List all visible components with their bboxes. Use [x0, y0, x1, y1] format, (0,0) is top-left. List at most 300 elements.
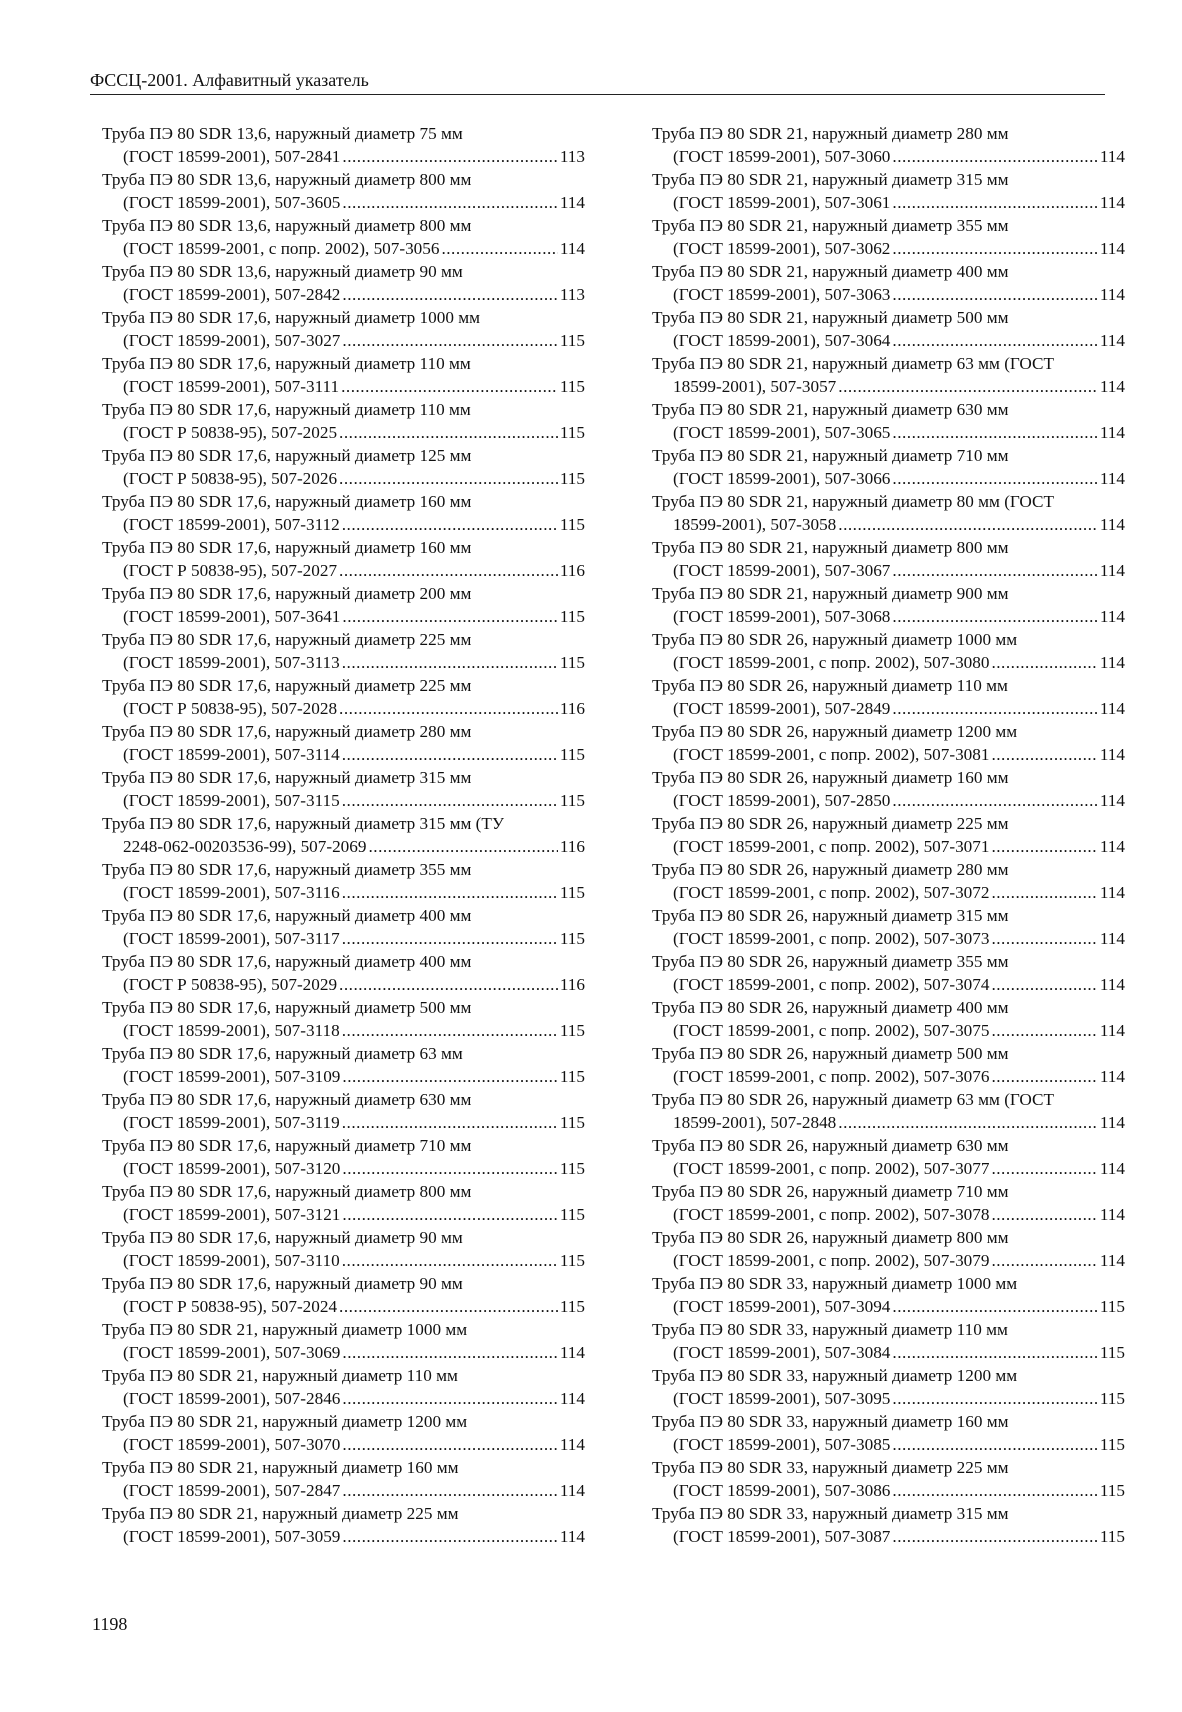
- entry-title: Труба ПЭ 80 SDR 21, наружный диаметр 355 мм: [652, 216, 1009, 235]
- entry-reference: (ГОСТ Р 50838-95), 507-2029: [123, 975, 338, 994]
- entry-detail-line: [123, 513, 585, 536]
- dot-leader: [892, 559, 1097, 582]
- index-entry: [102, 628, 585, 674]
- dot-leader: [892, 237, 1097, 260]
- entry-title: Труба ПЭ 80 SDR 21, наружный диаметр 160 мм: [102, 1458, 459, 1477]
- entry-page-number: 114: [1099, 1159, 1125, 1178]
- entry-page-number: 114: [1099, 745, 1125, 764]
- index-entry: [102, 260, 585, 306]
- entry-detail-line: [123, 835, 585, 858]
- entry-title: Труба ПЭ 80 SDR 17,6, наружный диаметр 315 мм (ТУ: [102, 814, 505, 833]
- entry-detail-line: [673, 1479, 1125, 1502]
- entry-title: Труба ПЭ 80 SDR 26, наружный диаметр 710 мм: [652, 1182, 1009, 1201]
- entry-page-number: 114: [1099, 837, 1125, 856]
- entry-reference: (ГОСТ 18599-2001), 507-3110: [123, 1251, 340, 1270]
- dot-leader: [342, 145, 557, 168]
- entry-reference: (ГОСТ 18599-2001), 507-2849: [673, 699, 891, 718]
- index-entry: [652, 536, 1125, 582]
- index-entry: [102, 1134, 585, 1180]
- dot-leader: [991, 973, 1097, 996]
- entry-detail-line: [123, 605, 585, 628]
- entry-reference: (ГОСТ 18599-2001, с попр. 2002), 507-3081: [673, 745, 990, 764]
- entry-reference: (ГОСТ 18599-2001), 507-3085: [673, 1435, 891, 1454]
- entry-detail-line: [123, 789, 585, 812]
- entry-page-number: 114: [1099, 1251, 1125, 1270]
- entry-title: Труба ПЭ 80 SDR 21, наружный диаметр 63 мм (ГОСТ: [652, 354, 1055, 373]
- dot-leader: [892, 421, 1097, 444]
- entry-page-number: 114: [1099, 1067, 1125, 1086]
- entry-page-number: 116: [559, 975, 585, 994]
- entry-page-number: 115: [559, 423, 585, 442]
- dot-leader: [991, 1249, 1097, 1272]
- index-entry: [652, 1226, 1125, 1272]
- entry-page-number: 115: [559, 653, 585, 672]
- entry-reference: (ГОСТ 18599-2001), 507-2842: [123, 285, 341, 304]
- index-entry: [652, 490, 1125, 536]
- entry-reference: (ГОСТ Р 50838-95), 507-2027: [123, 561, 338, 580]
- dot-leader: [342, 329, 557, 352]
- index-entry: [102, 1502, 585, 1548]
- entry-page-number: 114: [1099, 469, 1125, 488]
- entry-reference: (ГОСТ 18599-2001), 507-2847: [123, 1481, 341, 1500]
- index-entry: [652, 1502, 1125, 1548]
- entry-reference: 2248-062-00203536-99), 507-2069: [123, 837, 367, 856]
- entry-page-number: 114: [559, 1481, 585, 1500]
- entry-title: Труба ПЭ 80 SDR 26, наружный диаметр 500 мм: [652, 1044, 1009, 1063]
- index-entry: [102, 168, 585, 214]
- dot-leader: [342, 1019, 558, 1042]
- entry-detail-line: [673, 835, 1125, 858]
- entry-title: Труба ПЭ 80 SDR 33, наружный диаметр 110 мм: [652, 1320, 1008, 1339]
- entry-title: Труба ПЭ 80 SDR 17,6, наружный диаметр 200 мм: [102, 584, 472, 603]
- entry-reference: (ГОСТ 18599-2001, с попр. 2002), 507-3078: [673, 1205, 990, 1224]
- entry-reference: (ГОСТ Р 50838-95), 507-2026: [123, 469, 338, 488]
- entry-page-number: 115: [559, 331, 585, 350]
- entry-page-number: 115: [1099, 1435, 1125, 1454]
- entry-reference: (ГОСТ 18599-2001, с попр. 2002), 507-3073: [673, 929, 990, 948]
- dot-leader: [342, 1525, 557, 1548]
- entry-detail-line: [123, 651, 585, 674]
- entry-reference: (ГОСТ 18599-2001), 507-3095: [673, 1389, 891, 1408]
- index-entry: [102, 536, 585, 582]
- dot-leader: [339, 467, 558, 490]
- entry-page-number: 116: [559, 837, 585, 856]
- index-entry: [102, 444, 585, 490]
- index-entry: [102, 904, 585, 950]
- entry-page-number: 114: [1099, 193, 1125, 212]
- dot-leader: [342, 513, 558, 536]
- index-entry: [652, 1134, 1125, 1180]
- index-entry: [102, 1410, 585, 1456]
- dot-leader: [342, 743, 558, 766]
- entry-page-number: 115: [1099, 1527, 1125, 1546]
- index-entry: [102, 674, 585, 720]
- entry-page-number: 114: [1099, 975, 1125, 994]
- entry-reference: (ГОСТ 18599-2001), 507-3064: [673, 331, 891, 350]
- entry-title: Труба ПЭ 80 SDR 21, наружный диаметр 1200 мм: [102, 1412, 468, 1431]
- dot-leader: [342, 605, 557, 628]
- entry-page-number: 115: [1099, 1343, 1125, 1362]
- entry-reference: (ГОСТ Р 50838-95), 507-2024: [123, 1297, 338, 1316]
- entry-detail-line: [673, 927, 1125, 950]
- entry-title: Труба ПЭ 80 SDR 17,6, наружный диаметр 400 мм: [102, 906, 472, 925]
- entry-title: Труба ПЭ 80 SDR 26, наружный диаметр 225 мм: [652, 814, 1009, 833]
- entry-reference: (ГОСТ 18599-2001), 507-3120: [123, 1159, 341, 1178]
- index-entry: [102, 352, 585, 398]
- entry-title: Труба ПЭ 80 SDR 17,6, наружный диаметр 1000 мм: [102, 308, 480, 327]
- entry-title: Труба ПЭ 80 SDR 26, наружный диаметр 630 мм: [652, 1136, 1009, 1155]
- entry-detail-line: [673, 1111, 1125, 1134]
- entry-reference: (ГОСТ 18599-2001), 507-3068: [673, 607, 891, 626]
- dot-leader: [892, 283, 1097, 306]
- entry-title: Труба ПЭ 80 SDR 21, наружный диаметр 630 мм: [652, 400, 1009, 419]
- dot-leader: [892, 1525, 1097, 1548]
- dot-leader: [991, 743, 1097, 766]
- dot-leader: [342, 927, 558, 950]
- index-entry: [652, 1088, 1125, 1134]
- entry-title: Труба ПЭ 80 SDR 26, наружный диаметр 110 мм: [652, 676, 1008, 695]
- dot-leader: [892, 1341, 1097, 1364]
- dot-leader: [838, 1111, 1098, 1134]
- entry-detail-line: [673, 605, 1125, 628]
- entry-title: Труба ПЭ 80 SDR 33, наружный диаметр 225 мм: [652, 1458, 1009, 1477]
- index-column-right: [652, 122, 1125, 1548]
- entry-title: Труба ПЭ 80 SDR 17,6, наружный диаметр 355 мм: [102, 860, 472, 879]
- entry-detail-line: [673, 973, 1125, 996]
- entry-title: Труба ПЭ 80 SDR 17,6, наружный диаметр 315 мм: [102, 768, 472, 787]
- entry-page-number: 115: [559, 607, 585, 626]
- entry-detail-line: [673, 513, 1125, 536]
- dot-leader: [339, 1295, 558, 1318]
- index-entry: [652, 1318, 1125, 1364]
- entry-title: Труба ПЭ 80 SDR 17,6, наружный диаметр 125 мм: [102, 446, 472, 465]
- entry-reference: (ГОСТ 18599-2001), 507-2846: [123, 1389, 341, 1408]
- entry-page-number: 114: [1099, 239, 1125, 258]
- entry-detail-line: [123, 421, 585, 444]
- entry-page-number: 114: [1099, 377, 1125, 396]
- entry-detail-line: [123, 1479, 585, 1502]
- entry-title: Труба ПЭ 80 SDR 21, наружный диаметр 710 мм: [652, 446, 1009, 465]
- entry-reference: (ГОСТ 18599-2001), 507-3084: [673, 1343, 891, 1362]
- dot-leader: [342, 1111, 558, 1134]
- entry-detail-line: [123, 559, 585, 582]
- entry-detail-line: [673, 1341, 1125, 1364]
- entry-page-number: 114: [1099, 791, 1125, 810]
- entry-detail-line: [673, 789, 1125, 812]
- dot-leader: [342, 789, 558, 812]
- entry-detail-line: [123, 375, 585, 398]
- dot-leader: [341, 375, 558, 398]
- index-entry: [102, 1042, 585, 1088]
- entry-detail-line: [673, 283, 1125, 306]
- dot-leader: [368, 835, 557, 858]
- index-entry: [652, 306, 1125, 352]
- entry-detail-line: [123, 283, 585, 306]
- entry-detail-line: [673, 191, 1125, 214]
- entry-detail-line: [673, 1387, 1125, 1410]
- entry-page-number: 114: [1099, 929, 1125, 948]
- entry-detail-line: [123, 1387, 585, 1410]
- dot-leader: [892, 1479, 1097, 1502]
- entry-reference: (ГОСТ Р 50838-95), 507-2028: [123, 699, 338, 718]
- entry-page-number: 114: [1099, 331, 1125, 350]
- index-entry: [102, 996, 585, 1042]
- entry-reference: (ГОСТ 18599-2001), 507-2850: [673, 791, 891, 810]
- entry-reference: (ГОСТ 18599-2001), 507-3070: [123, 1435, 341, 1454]
- entry-title: Труба ПЭ 80 SDR 21, наружный диаметр 400 мм: [652, 262, 1009, 281]
- dot-leader: [342, 881, 558, 904]
- index-entry: [102, 122, 585, 168]
- entry-reference: (ГОСТ 18599-2001), 507-3109: [123, 1067, 341, 1086]
- dot-leader: [339, 973, 558, 996]
- dot-leader: [892, 329, 1097, 352]
- entry-title: Труба ПЭ 80 SDR 26, наружный диаметр 400 мм: [652, 998, 1009, 1017]
- entry-page-number: 115: [559, 1113, 585, 1132]
- entry-title: Труба ПЭ 80 SDR 26, наружный диаметр 1200 мм: [652, 722, 1018, 741]
- entry-reference: (ГОСТ 18599-2001), 507-3063: [673, 285, 891, 304]
- entry-detail-line: [673, 1433, 1125, 1456]
- index-entry: [652, 1042, 1125, 1088]
- entry-reference: (ГОСТ 18599-2001), 507-3062: [673, 239, 891, 258]
- entry-detail-line: [673, 1525, 1125, 1548]
- entry-detail-line: [123, 1157, 585, 1180]
- dot-leader: [991, 1157, 1097, 1180]
- entry-detail-line: [123, 697, 585, 720]
- entry-page-number: 114: [1099, 607, 1125, 626]
- dot-leader: [342, 283, 557, 306]
- entry-page-number: 114: [1099, 515, 1125, 534]
- entry-detail-line: [123, 145, 585, 168]
- dot-leader: [991, 1065, 1097, 1088]
- index-entry: [652, 628, 1125, 674]
- entry-detail-line: [123, 1341, 585, 1364]
- entry-page-number: 114: [1099, 653, 1125, 672]
- entry-page-number: 115: [559, 1067, 585, 1086]
- entry-title: Труба ПЭ 80 SDR 17,6, наружный диаметр 400 мм: [102, 952, 472, 971]
- entry-page-number: 115: [1099, 1481, 1125, 1500]
- index-entry: [652, 168, 1125, 214]
- entry-title: Труба ПЭ 80 SDR 21, наружный диаметр 900 мм: [652, 584, 1009, 603]
- dot-leader: [342, 1065, 557, 1088]
- index-entry: [102, 306, 585, 352]
- index-entry: [102, 812, 585, 858]
- entry-page-number: 114: [1099, 883, 1125, 902]
- index-entry: [652, 1180, 1125, 1226]
- entry-title: Труба ПЭ 80 SDR 17,6, наружный диаметр 225 мм: [102, 676, 472, 695]
- dot-leader: [991, 927, 1097, 950]
- index-entry: [652, 1456, 1125, 1502]
- entry-reference: (ГОСТ 18599-2001, с попр. 2002), 507-3056: [123, 239, 440, 258]
- entry-title: Труба ПЭ 80 SDR 21, наружный диаметр 280 мм: [652, 124, 1009, 143]
- index-entry: [102, 1456, 585, 1502]
- entry-title: Труба ПЭ 80 SDR 17,6, наружный диаметр 710 мм: [102, 1136, 472, 1155]
- index-entry: [102, 398, 585, 444]
- entry-page-number: 115: [559, 1205, 585, 1224]
- index-entry: [652, 582, 1125, 628]
- entry-reference: (ГОСТ 18599-2001), 507-3027: [123, 331, 341, 350]
- entry-title: Труба ПЭ 80 SDR 17,6, наружный диаметр 90 мм: [102, 1228, 463, 1247]
- index-entry: [102, 858, 585, 904]
- index-entry: [652, 122, 1125, 168]
- entry-reference: (ГОСТ 18599-2001), 507-3066: [673, 469, 891, 488]
- entry-detail-line: [123, 1065, 585, 1088]
- entry-reference: (ГОСТ 18599-2001, с попр. 2002), 507-3077: [673, 1159, 990, 1178]
- dot-leader: [342, 1157, 557, 1180]
- index-entry: [652, 858, 1125, 904]
- entry-reference: (ГОСТ 18599-2001), 507-2841: [123, 147, 341, 166]
- entry-page-number: 114: [559, 1435, 585, 1454]
- entry-title: Труба ПЭ 80 SDR 17,6, наружный диаметр 160 мм: [102, 492, 472, 511]
- index-entry: [652, 1272, 1125, 1318]
- entry-detail-line: [673, 1203, 1125, 1226]
- entry-page-number: 116: [559, 561, 585, 580]
- entry-title: Труба ПЭ 80 SDR 17,6, наружный диаметр 280 мм: [102, 722, 472, 741]
- entry-reference: (ГОСТ 18599-2001), 507-3111: [123, 377, 340, 396]
- entry-title: Труба ПЭ 80 SDR 21, наружный диаметр 225 мм: [102, 1504, 459, 1523]
- dot-leader: [991, 881, 1097, 904]
- entry-page-number: 114: [1099, 285, 1125, 304]
- entry-detail-line: [123, 927, 585, 950]
- index-entry: [652, 766, 1125, 812]
- entry-detail-line: [673, 467, 1125, 490]
- entry-page-number: 115: [559, 515, 585, 534]
- entry-title: Труба ПЭ 80 SDR 26, наружный диаметр 355 мм: [652, 952, 1009, 971]
- index-entry: [102, 766, 585, 812]
- entry-detail-line: [123, 1249, 585, 1272]
- dot-leader: [892, 1433, 1097, 1456]
- index-entry: [102, 214, 585, 260]
- entry-detail-line: [673, 375, 1125, 398]
- entry-reference: (ГОСТ 18599-2001, с попр. 2002), 507-3076: [673, 1067, 990, 1086]
- entry-title: Труба ПЭ 80 SDR 26, наружный диаметр 63 мм (ГОСТ: [652, 1090, 1055, 1109]
- entry-title: Труба ПЭ 80 SDR 26, наружный диаметр 280 мм: [652, 860, 1009, 879]
- entry-reference: (ГОСТ 18599-2001, с попр. 2002), 507-3074: [673, 975, 990, 994]
- index-entry: [102, 582, 585, 628]
- entry-detail-line: [673, 421, 1125, 444]
- entry-page-number: 115: [559, 1021, 585, 1040]
- index-entry: [652, 720, 1125, 766]
- entry-detail-line: [673, 1065, 1125, 1088]
- index-entry: [102, 1272, 585, 1318]
- dot-leader: [991, 651, 1097, 674]
- entry-detail-line: [673, 1295, 1125, 1318]
- dot-leader: [441, 237, 557, 260]
- entry-detail-line: [123, 1019, 585, 1042]
- dot-leader: [838, 375, 1098, 398]
- entry-title: Труба ПЭ 80 SDR 17,6, наружный диаметр 160 мм: [102, 538, 472, 557]
- dot-leader: [342, 191, 557, 214]
- entry-detail-line: [673, 743, 1125, 766]
- entry-detail-line: [673, 881, 1125, 904]
- entry-detail-line: [123, 881, 585, 904]
- entry-page-number: 115: [559, 745, 585, 764]
- entry-detail-line: [673, 697, 1125, 720]
- index-entry: [652, 950, 1125, 996]
- dot-leader: [342, 1341, 557, 1364]
- entry-reference: (ГОСТ 18599-2001), 507-3086: [673, 1481, 891, 1500]
- entry-page-number: 115: [559, 883, 585, 902]
- entry-page-number: 115: [559, 1297, 585, 1316]
- dot-leader: [892, 789, 1097, 812]
- entry-title: Труба ПЭ 80 SDR 21, наружный диаметр 80 мм (ГОСТ: [652, 492, 1055, 511]
- dot-leader: [342, 1433, 557, 1456]
- index-entry: [652, 214, 1125, 260]
- entry-detail-line: [123, 743, 585, 766]
- entry-page-number: 114: [559, 193, 585, 212]
- entry-title: Труба ПЭ 80 SDR 17,6, наружный диаметр 630 мм: [102, 1090, 472, 1109]
- entry-reference: (ГОСТ 18599-2001), 507-3112: [123, 515, 340, 534]
- index-entry: [652, 904, 1125, 950]
- index-column-left: [102, 122, 585, 1548]
- entry-reference: (ГОСТ 18599-2001), 507-3116: [123, 883, 340, 902]
- entry-page-number: 114: [559, 239, 585, 258]
- entry-title: Труба ПЭ 80 SDR 21, наружный диаметр 110 мм: [102, 1366, 458, 1385]
- entry-reference: (ГОСТ 18599-2001), 507-3087: [673, 1527, 891, 1546]
- entry-title: Труба ПЭ 80 SDR 17,6, наружный диаметр 110 мм: [102, 354, 471, 373]
- entry-reference: (ГОСТ 18599-2001), 507-3119: [123, 1113, 340, 1132]
- entry-reference: (ГОСТ 18599-2001), 507-3113: [123, 653, 340, 672]
- entry-detail-line: [123, 1203, 585, 1226]
- entry-page-number: 114: [559, 1389, 585, 1408]
- entry-reference: (ГОСТ 18599-2001, с попр. 2002), 507-3072: [673, 883, 990, 902]
- entry-title: Труба ПЭ 80 SDR 21, наружный диаметр 315 мм: [652, 170, 1009, 189]
- index-entry: [102, 1364, 585, 1410]
- entry-title: Труба ПЭ 80 SDR 26, наружный диаметр 800 мм: [652, 1228, 1009, 1247]
- entry-title: Труба ПЭ 80 SDR 13,6, наружный диаметр 75 мм: [102, 124, 463, 143]
- entry-detail-line: [123, 191, 585, 214]
- entry-page-number: 113: [559, 147, 585, 166]
- dot-leader: [892, 191, 1097, 214]
- entry-reference: 18599-2001), 507-3057: [673, 377, 837, 396]
- entry-page-number: 116: [559, 699, 585, 718]
- entry-title: Труба ПЭ 80 SDR 26, наружный диаметр 1000 мм: [652, 630, 1018, 649]
- entry-page-number: 114: [559, 1343, 585, 1362]
- entry-detail-line: [123, 237, 585, 260]
- entry-detail-line: [123, 1525, 585, 1548]
- entry-reference: (ГОСТ 18599-2001), 507-3060: [673, 147, 891, 166]
- entry-reference: (ГОСТ 18599-2001), 507-3065: [673, 423, 891, 442]
- entry-reference: (ГОСТ 18599-2001), 507-3641: [123, 607, 341, 626]
- index-entry: [652, 398, 1125, 444]
- entry-detail-line: [673, 1157, 1125, 1180]
- entry-page-number: 115: [1099, 1389, 1125, 1408]
- entry-reference: 18599-2001), 507-2848: [673, 1113, 837, 1132]
- entry-title: Труба ПЭ 80 SDR 21, наружный диаметр 800 мм: [652, 538, 1009, 557]
- dot-leader: [339, 697, 558, 720]
- dot-leader: [838, 513, 1098, 536]
- entry-reference: (ГОСТ 18599-2001), 507-3067: [673, 561, 891, 580]
- entry-title: Труба ПЭ 80 SDR 33, наружный диаметр 1000 мм: [652, 1274, 1018, 1293]
- entry-detail-line: [673, 329, 1125, 352]
- dot-leader: [892, 605, 1097, 628]
- entry-reference: (ГОСТ 18599-2001), 507-3061: [673, 193, 891, 212]
- entry-detail-line: [123, 973, 585, 996]
- entry-reference: (ГОСТ 18599-2001, с попр. 2002), 507-3071: [673, 837, 990, 856]
- entry-title: Труба ПЭ 80 SDR 13,6, наружный диаметр 800 мм: [102, 170, 472, 189]
- dot-leader: [991, 835, 1097, 858]
- entry-detail-line: [123, 467, 585, 490]
- dot-leader: [342, 1387, 557, 1410]
- index-entry: [652, 812, 1125, 858]
- entry-reference: (ГОСТ 18599-2001, с попр. 2002), 507-3080: [673, 653, 990, 672]
- entry-page-number: 114: [1099, 1021, 1125, 1040]
- dot-leader: [991, 1203, 1097, 1226]
- dot-leader: [892, 467, 1097, 490]
- index-entry: [652, 444, 1125, 490]
- index-entry: [652, 352, 1125, 398]
- entry-title: Труба ПЭ 80 SDR 33, наружный диаметр 160 мм: [652, 1412, 1009, 1431]
- entry-reference: (ГОСТ 18599-2001), 507-3069: [123, 1343, 341, 1362]
